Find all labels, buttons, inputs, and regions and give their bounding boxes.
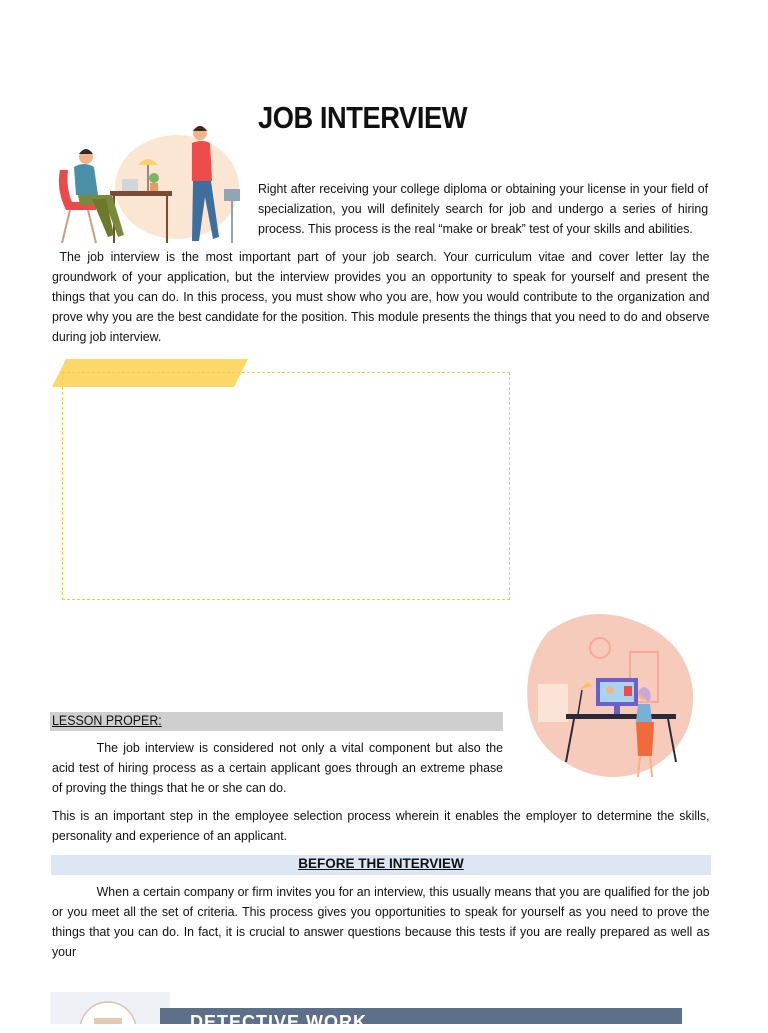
- page-title: JOB INTERVIEW: [258, 100, 468, 135]
- video-call-illustration: [518, 612, 698, 782]
- detective-icon: [50, 992, 170, 1024]
- activity-box: [62, 372, 510, 600]
- detective-work-label: DETECTIVE WORK: [190, 1012, 368, 1032]
- lesson-paragraph-1: The job interview is considered not only a vital component but also the acid test of hiring process as a certain applicant goes through an extreme phase of proving the things that he or she can do.: [52, 740, 504, 795]
- detective-avatar-tab: [50, 992, 170, 1024]
- lesson-paragraph-2: This is an important step in the employee selection process wherein it enables the employer to determine the skills, personality and experience of an applicant.: [52, 808, 710, 843]
- before-heading: BEFORE THE INTERVIEW: [298, 856, 464, 871]
- lesson-heading: LESSON PROPER:: [52, 713, 162, 728]
- before-paragraph: When a certain company or firm invites you for an interview, this usually means that you are qualified for the job or you meet all the set of criteria. This process gives you opportunities to speak for yourself as you need to prove the things that you can do. In fact, it is crucial to answer questions because this tests if you are really prepared as well as your: [52, 884, 710, 959]
- intro-paragraph-1: Right after receiving your college diploma or obtaining your license in your field of specialization, you will definitely search for job and undergo a series of hiring process. This process is the real “make or break” test of your skills and abilities.: [258, 181, 709, 236]
- intro-paragraph-2: The job interview is the most important part of your job search. Your curriculum vitae and cover letter lay the groundwork of your application, but the interview provides you an opportunity to speak for yourself and present the things that you can do. In this process, you must show who you are, how you would contribute to the organization and prove why you are the best candidate for the position. This module presents the things that you need to do and observe during job interview.: [52, 249, 710, 344]
- interview-illustration: [52, 125, 247, 249]
